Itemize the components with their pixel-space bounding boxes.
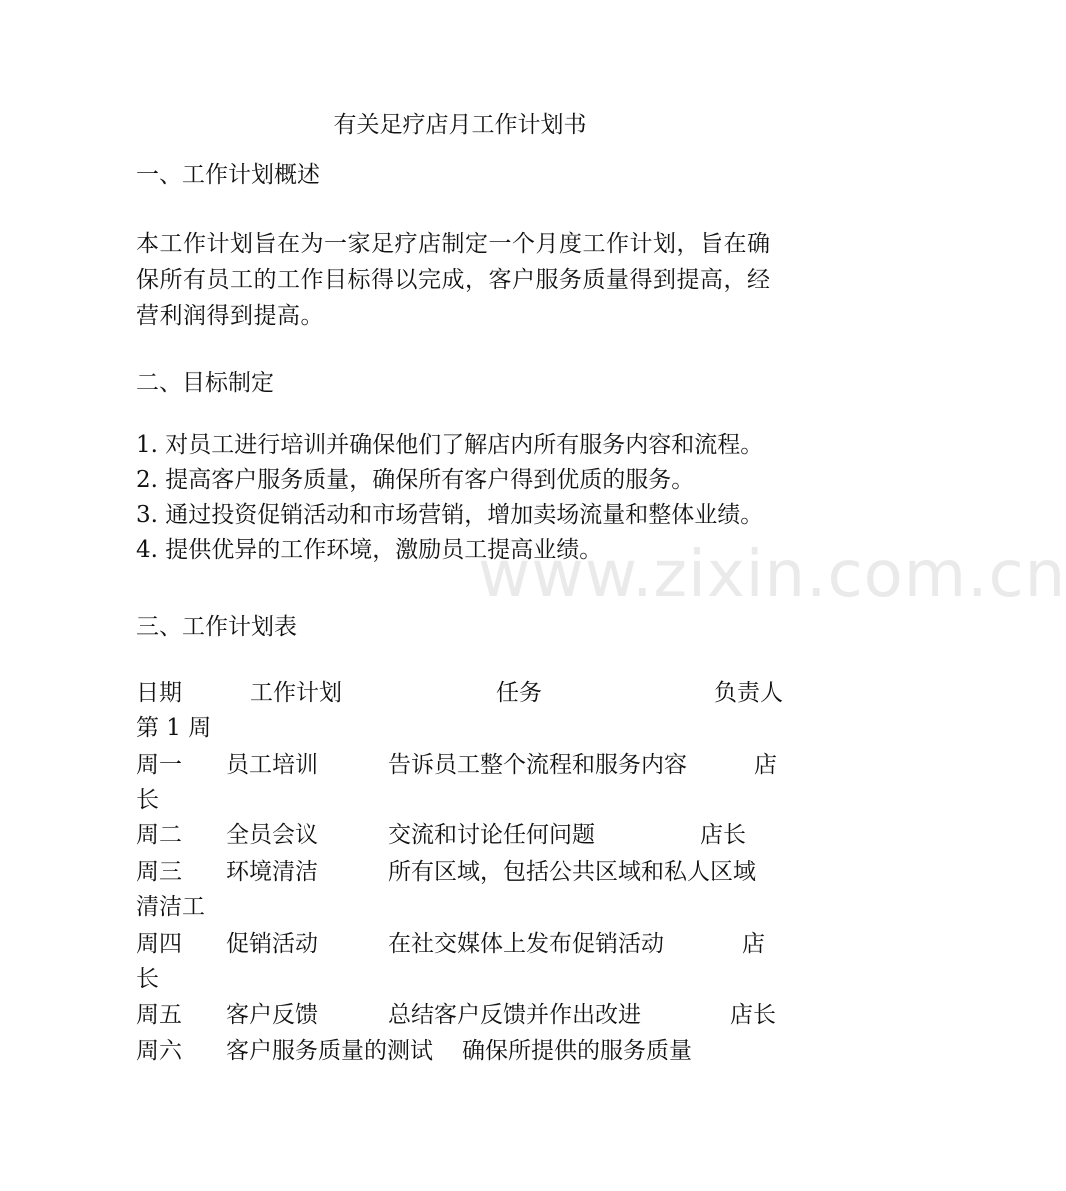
row-owner-continued: 长: [136, 787, 159, 813]
row-plan: 全员会议: [226, 822, 318, 848]
column-header-plan: 工作计划: [250, 680, 342, 706]
goals-list: [136, 428, 806, 568]
row-task: 在社交媒体上发布促销活动: [388, 931, 664, 957]
row-owner: 店: [754, 752, 777, 778]
list-item: 1. 对员工进行培训并确保他们了解店内所有服务内容和流程。: [136, 432, 764, 458]
row-task: 确保所提供的服务质量: [462, 1038, 692, 1064]
week-label-text: 第 1 周: [136, 715, 212, 741]
row-plan: 环境清洁: [226, 859, 318, 885]
row-owner-continued: 长: [136, 966, 159, 992]
row-plan: 客户服务质量的测试: [226, 1038, 433, 1064]
schedule-header: [136, 676, 792, 710]
row-task: 交流和讨论任何问题: [388, 822, 595, 848]
row-day: 周四: [136, 931, 182, 957]
column-header-owner: 负责人: [714, 680, 783, 706]
row-plan: 员工培训: [226, 752, 318, 778]
row-day: 周三: [136, 859, 182, 885]
section-1-heading: 一、工作计划概述: [136, 162, 320, 188]
section-2-heading: 二、目标制定: [136, 370, 274, 396]
row-task: 总结客户反馈并作出改进: [388, 1002, 641, 1028]
row-owner: 店: [742, 931, 765, 957]
row-owner: 店长: [700, 822, 746, 848]
column-header-date: 日期: [136, 680, 182, 706]
row-owner: 店长: [730, 1002, 776, 1028]
row-day: 周六: [136, 1038, 182, 1064]
list-item: 2. 提高客户服务质量，确保所有客户得到优质的服务。: [136, 467, 695, 493]
row-day: 周二: [136, 822, 182, 848]
section-3-heading: 三、工作计划表: [136, 614, 297, 640]
list-item: 3. 通过投资促销活动和市场营销，增加卖场流量和整体业绩。: [136, 502, 764, 528]
section-1-body: 本工作计划旨在为一家足疗店制定一个月度工作计划，旨在确保所有员工的工作目标得以完成，客户服务质量得到提高，经营利润得到提高。: [136, 231, 771, 329]
row-day: 周一: [136, 752, 182, 778]
list-item: 4. 提供优异的工作环境，激励员工提高业绩。: [136, 537, 603, 563]
row-task: 告诉员工整个流程和服务内容: [388, 752, 687, 778]
document-title: 有关足疗店月工作计划书: [333, 112, 587, 138]
row-owner-continued: 清洁工: [136, 894, 205, 920]
watermark: www.zixin.com.cn: [478, 538, 1066, 612]
row-day: 周五: [136, 1002, 182, 1028]
row-plan: 促销活动: [226, 931, 318, 957]
row-task: 所有区域，包括公共区域和私人区域: [388, 859, 756, 885]
row-plan: 客户反馈: [226, 1002, 318, 1028]
column-header-task: 任务: [496, 680, 542, 706]
